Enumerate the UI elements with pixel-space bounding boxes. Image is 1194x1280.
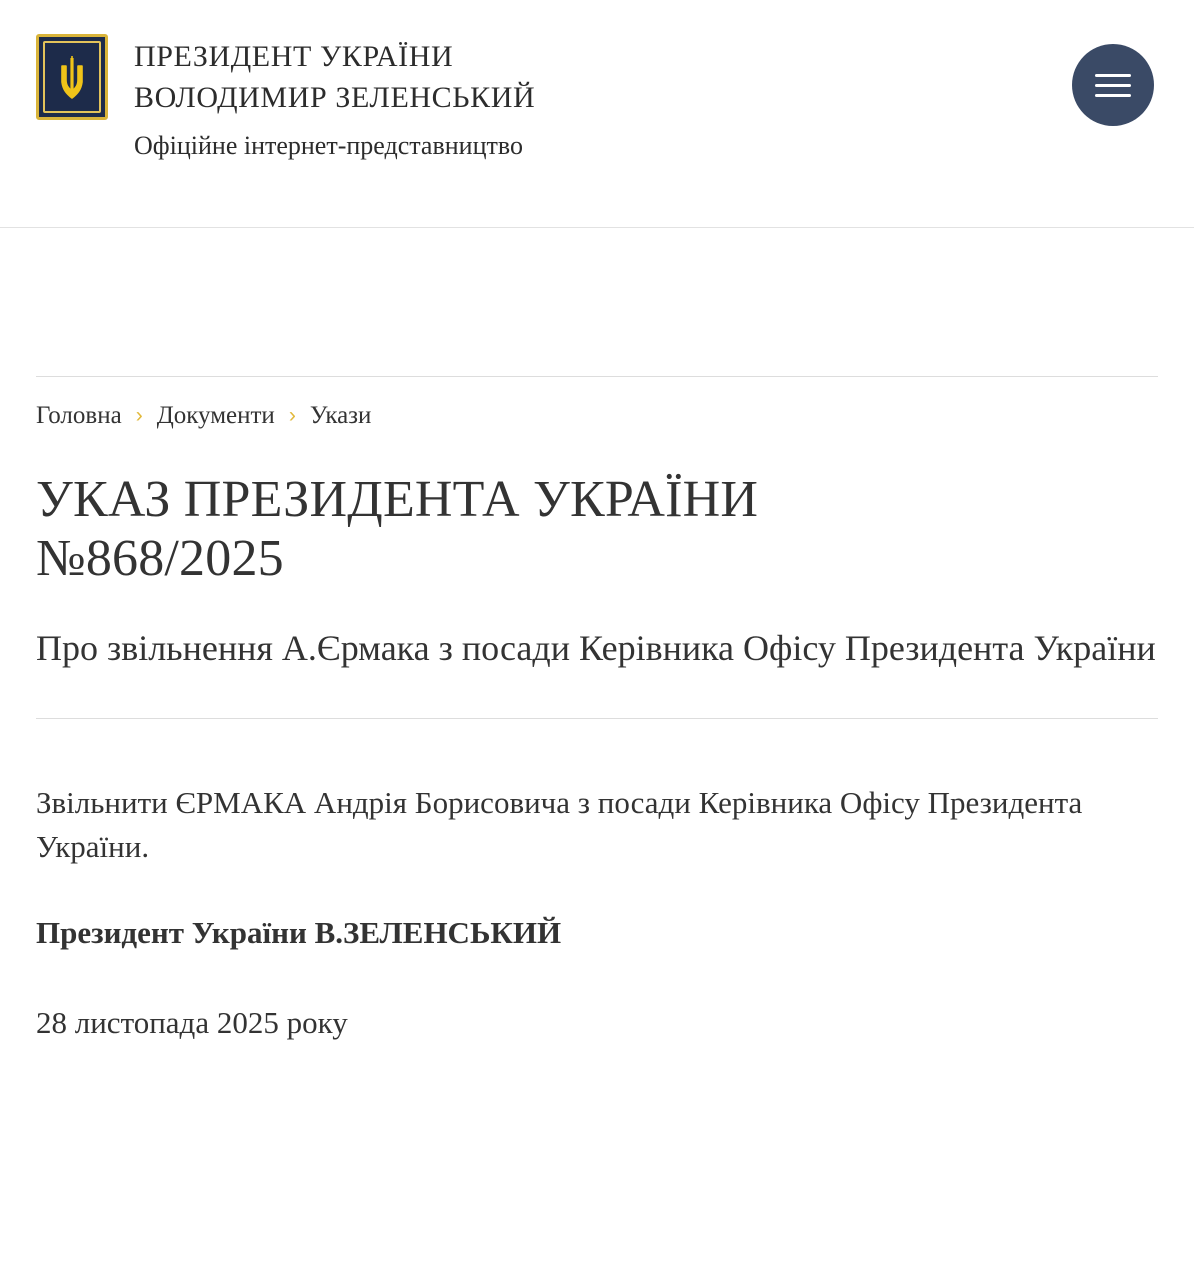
header-title-line-2: ВОЛОДИМИР ЗЕЛЕНСЬКИЙ xyxy=(134,81,536,115)
breadcrumb-item-documents[interactable]: Документи xyxy=(156,402,275,429)
document-subject: Про звільнення А.Єрмака з посади Керівника Офісу Президента України xyxy=(36,627,1156,668)
main-content xyxy=(0,228,1194,1045)
header-subtitle: Офіційне інтернет-представництво xyxy=(134,130,523,160)
menu-bar-3 xyxy=(1095,94,1131,97)
ukraine-trident-emblem-icon xyxy=(36,34,108,120)
document-signature: Президент України В.ЗЕЛЕНСЬКИЙ xyxy=(36,915,562,951)
content-spacer xyxy=(36,228,1158,376)
header-inner xyxy=(36,34,1158,163)
document-body xyxy=(36,719,1158,1045)
header-title-line-1: ПРЕЗИДЕНТ УКРАЇНИ xyxy=(134,40,454,73)
chevron-right-icon: › xyxy=(288,404,296,427)
header-text xyxy=(134,34,535,163)
hamburger-menu-icon[interactable] xyxy=(1072,44,1154,126)
page-title xyxy=(36,470,1158,589)
document-date: 28 листопада 2025 року xyxy=(36,1005,348,1041)
site-header xyxy=(0,0,1194,228)
chevron-right-icon: › xyxy=(135,404,143,427)
page-title-line-1: УКАЗ ПРЕЗИДЕНТА УКРАЇНИ xyxy=(36,471,759,528)
breadcrumb-item-home[interactable]: Головна xyxy=(36,402,122,429)
breadcrumb-wrap xyxy=(36,376,1158,428)
menu-bar-1 xyxy=(1095,74,1131,77)
breadcrumb xyxy=(36,403,1158,428)
menu-bar-2 xyxy=(1095,84,1131,87)
document-body-text: Звільнити ЄРМАКА Андрія Борисовича з посади Керівника Офісу Президента України. xyxy=(36,785,1083,865)
breadcrumb-item-decrees[interactable]: Укази xyxy=(309,402,372,429)
page-title-number: №868/2025 xyxy=(36,530,284,588)
